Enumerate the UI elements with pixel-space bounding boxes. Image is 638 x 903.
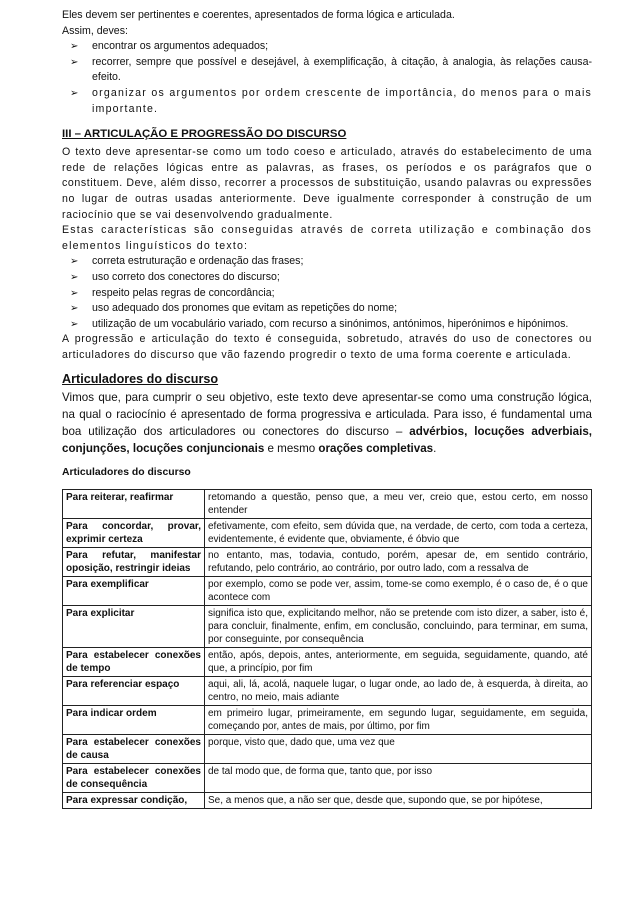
intro-bullet-list bbox=[62, 39, 592, 117]
arrow-bullet-icon: ➢ bbox=[70, 87, 79, 99]
section-paragraph-1: O texto deve apresentar-se como um todo coeso e articulado, através do estabelecimento de uma rede de relações lógicas entre as palavras, as frases, os períodos e os parágrafos que o constituem. Deve, além disso, recorrer a processos de substituição, usando palavras ou expressões no lugar de outras usadas anteriormente. Deve igualmente corresponder à construção de um raciocínio que se vai desenvolvendo gradualmente. bbox=[62, 146, 592, 221]
table-cell-purpose: Para referenciar espaço bbox=[63, 677, 205, 706]
arrow-bullet-icon: ➢ bbox=[70, 271, 79, 283]
table-row bbox=[63, 677, 592, 706]
table-cell-examples: de tal modo que, de forma que, tanto que, por isso bbox=[205, 764, 592, 793]
articuladores-paragraph: Vimos que, para cumprir o seu objetivo, este texto deve apresentar-se como uma construção lógica, na qual o raciocínio é apresentado de forma progressiva e articulada. Para isso, é fundamental uma boa utilização dos articuladores ou conectores do discurso – advérbios, locuções adverbiais, conjunções, locuções conjuncionais e mesmo orações completivas. bbox=[62, 391, 592, 456]
table-row bbox=[63, 606, 592, 648]
table-cell-examples: em primeiro lugar, primeiramente, em segundo lugar, seguidamente, em seguida, começando por, antes de mais, por último, por fim bbox=[205, 706, 592, 735]
table-cell-examples: porque, visto que, dado que, uma vez que bbox=[205, 735, 592, 764]
table-caption: Articuladores do discurso bbox=[62, 467, 191, 479]
intro-line-1: Eles devem ser pertinentes e coerentes, apresentados de forma lógica e articulada. bbox=[62, 9, 455, 21]
table-cell-examples: no entanto, mas, todavia, contudo, porém, apesar de, em sentido contrário, refutando, pelo contrário, ao contrário, por outro lado, com a ressalva de bbox=[205, 548, 592, 577]
list-item: ➢ utilização de um vocabulário variado, com recurso a sinónimos, antónimos, hiperónimos e hipónimos. bbox=[66, 317, 592, 333]
elements-bullet-list bbox=[62, 254, 592, 332]
list-item: ➢ uso correto dos conectores do discurso; bbox=[66, 270, 592, 286]
connectors-table bbox=[62, 489, 592, 809]
arrow-bullet-icon: ➢ bbox=[70, 56, 79, 68]
list-item: ➢ encontrar os argumentos adequados; bbox=[66, 39, 592, 55]
table-cell-purpose: Para explicitar bbox=[63, 606, 205, 648]
table-cell-purpose: Para reiterar, reafirmar bbox=[63, 490, 205, 519]
table-row bbox=[63, 519, 592, 548]
table-cell-examples: Se, a menos que, a não ser que, desde que, supondo que, se por hipótese, bbox=[205, 793, 592, 809]
table-cell-examples: retomando a questão, penso que, a meu ver, creio que, estou certo, em nosso entender bbox=[205, 490, 592, 519]
arrow-bullet-icon: ➢ bbox=[70, 41, 79, 53]
arrow-bullet-icon: ➢ bbox=[70, 318, 79, 330]
table-row bbox=[63, 735, 592, 764]
bold-term-oracoes: orações completivas bbox=[318, 442, 434, 456]
table-cell-purpose: Para estabelecer conexões de consequência bbox=[63, 764, 205, 793]
list-item: ➢ recorrer, sempre que possível e desejável, à exemplificação, à citação, à analogia, às relações causa-efeito. bbox=[70, 55, 592, 84]
table-cell-purpose: Para estabelecer conexões de tempo bbox=[63, 648, 205, 677]
table-cell-examples: significa isto que, explicitando melhor, não se pretende com isto dizer, a saber, isto é, para concluir, finalmente, enfim, em conclusão, concluindo, para terminar, em suma, por conseguinte, por consequência bbox=[205, 606, 592, 648]
list-item: ➢ correta estruturação e ordenação das frases; bbox=[66, 254, 592, 270]
bold-term-list: advérbios, locuções adverbiais, conjunções, locuções conjuncionais bbox=[62, 425, 592, 456]
table-row bbox=[63, 490, 592, 519]
table-cell-purpose: Para concordar, provar, exprimir certeza bbox=[63, 519, 205, 548]
list-item: ➢ organizar os argumentos por ordem crescente de importância, do menos para o mais importante. bbox=[70, 86, 592, 115]
subsection-heading: Articuladores do discurso bbox=[62, 372, 219, 387]
table-cell-purpose: Para indicar ordem bbox=[63, 706, 205, 735]
intro-line-2: Assim, deves: bbox=[62, 24, 128, 37]
section-paragraph-3: A progressão e articulação do texto é conseguida, sobretudo, através do uso de conectores ou articuladores do discurso que vão fazendo progredir o texto de uma forma coerente e articulada. bbox=[62, 333, 592, 361]
table-cell-purpose: Para refutar, manifestar oposição, restringir ideias bbox=[63, 548, 205, 577]
table-cell-purpose: Para estabelecer conexões de causa bbox=[63, 735, 205, 764]
table-row bbox=[63, 764, 592, 793]
arrow-bullet-icon: ➢ bbox=[70, 303, 79, 315]
arrow-bullet-icon: ➢ bbox=[70, 287, 79, 299]
table-row bbox=[63, 548, 592, 577]
table-cell-purpose: Para expressar condição, bbox=[63, 793, 205, 809]
table-row bbox=[63, 706, 592, 735]
table-cell-examples: por exemplo, como se pode ver, assim, tome-se como exemplo, é o caso de, é o que acontece com bbox=[205, 577, 592, 606]
list-item: ➢ uso adequado dos pronomes que evitam as repetições do nome; bbox=[66, 301, 592, 317]
list-item: ➢ respeito pelas regras de concordância; bbox=[66, 286, 592, 302]
section-heading: III – ARTICULAÇÃO E PROGRESSÃO DO DISCURSO bbox=[62, 128, 347, 141]
table-cell-purpose: Para exemplificar bbox=[63, 577, 205, 606]
table-row bbox=[63, 793, 592, 809]
section-paragraph-2: Estas características são conseguidas através de correta utilização e combinação dos elementos linguísticos do texto: bbox=[62, 224, 592, 252]
table-row bbox=[63, 577, 592, 606]
table-cell-examples: aqui, ali, lá, acolá, naquele lugar, o lugar onde, ao lado de, à esquerda, à direita, ao centro, no meio, mais adiante bbox=[205, 677, 592, 706]
table-row bbox=[63, 648, 592, 677]
arrow-bullet-icon: ➢ bbox=[70, 256, 79, 268]
table-cell-examples: efetivamente, com efeito, sem dúvida que, na verdade, de certo, com toda a certeza, evidentemente, é evidente que, obviamente, é óbvio que bbox=[205, 519, 592, 548]
table-cell-examples: então, após, depois, antes, anteriormente, em seguida, seguidamente, quando, até que, a princípio, por fim bbox=[205, 648, 592, 677]
